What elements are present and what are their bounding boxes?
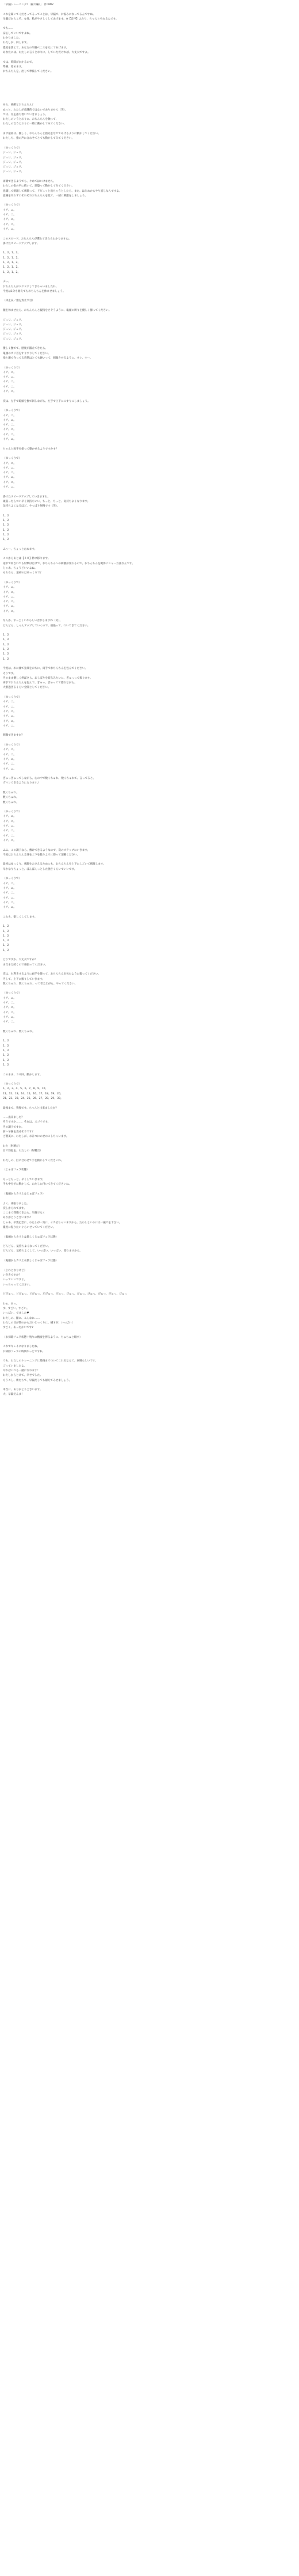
text-line [3, 1173, 299, 1178]
text-line: 1、2、3、4、5、6、7、8、9、10、 [3, 1087, 48, 1091]
text-line [3, 910, 299, 915]
text-line: 1、2 [3, 528, 9, 532]
text-line: ジュリ、ジュリ。 [3, 337, 24, 341]
text-line: ありがとうございます♪ [3, 1216, 31, 1220]
text-line [3, 772, 299, 777]
text-line: （亀頭からカリ上＆激しくじゅぼフェラ状態） [3, 1260, 59, 1263]
text-line: イチ、ニ。 [3, 371, 16, 374]
text-line [3, 805, 299, 810]
text-line: （休止＆／強を負えず目） [3, 299, 35, 303]
text-line [3, 543, 299, 547]
text-line: イチ、ニ。 [3, 892, 16, 895]
text-line [3, 739, 299, 743]
text-line: 1、2 [3, 538, 9, 542]
text-line: 早漏だからこそ、女性、私がやさしくしてあげます。※【音声】ふたり、ちゃんとやれるんです。 [3, 17, 118, 21]
text-line [3, 1140, 299, 1144]
text-line [3, 304, 299, 309]
text-line: 指と親で作ってる背筋はとても硬いって、刺激させるように、すぐ、すー。 [3, 356, 93, 360]
text-line [3, 1034, 299, 1039]
text-line: 1、2 [3, 643, 9, 646]
text-line [3, 275, 299, 280]
text-line [3, 89, 299, 93]
text-line: イチ、ニ。 [3, 595, 16, 599]
text-line: じゃあ、卒業記念に、わたしが一気に、イカせちゃいますから。たわしというには一振でを下さい。 [3, 1221, 122, 1224]
text-line: そして、上下に擦りしていきます。 [3, 977, 45, 981]
text-line: （ゆっくりで） [3, 744, 22, 747]
text-line [3, 1025, 299, 1030]
text-line [3, 22, 299, 26]
text-line: 数くちゅれ。 [3, 791, 19, 794]
text-line: イチ、ニ。 [3, 462, 16, 465]
text-line: （ゆっくりで） [3, 581, 22, 584]
text-line: 1、2 [3, 634, 9, 637]
text-line: イチ、ニ。 [3, 839, 16, 842]
text-line: イチ、ニ。 [3, 834, 16, 838]
text-line: ジュリ、ジュリ。 [3, 328, 24, 332]
text-line: わかりました。 [3, 37, 22, 40]
text-line: ふぅー、ちょっとためます。 [3, 547, 37, 551]
text-line: 途中で何されても射撃はだけで、おちんちんへの刺激が変わるので、おちんちんを絶体にシャー方法なんです。 [3, 562, 135, 565]
text-line: すごく、あったかいです♪ [3, 1326, 34, 1330]
text-line: 濃度を落とて、あなたの早漏ペニスを元にてあげます。 [3, 46, 69, 50]
text-line: ジュリ、ジュリ。 [3, 318, 24, 322]
text-line: これも、楽しくしてします。 [3, 915, 37, 919]
text-line: イチ、ニ。 [3, 715, 16, 718]
text-line: 1、2 [3, 934, 9, 938]
text-line: もっともっと、早くしていきます。 [3, 1178, 45, 1182]
text-line [3, 1101, 299, 1106]
text-line [3, 94, 299, 98]
text-line [3, 127, 299, 132]
text-line: ここまで我慢できたら、早漏でなく [3, 1212, 45, 1215]
text-line: （ゆっくりで） [3, 204, 22, 207]
text-line: ふふ、この調子なら、敷けできるようなので、次のステップにいきます。 [3, 848, 90, 852]
text-line: 1、2 [3, 939, 9, 943]
text-line: イチ、ニ。 [3, 414, 16, 417]
text-line [3, 84, 299, 89]
text-line: 安心していいですよね。 [3, 32, 32, 35]
text-line [3, 232, 299, 237]
text-line: 気持ちよくなるほど、やっぱり射精です（笑）。 [3, 505, 60, 508]
text-line: いききですか？ [3, 1273, 22, 1277]
text-line [3, 968, 299, 972]
text-line: ちゃんと両手を使って動かせるようですかす？ [3, 447, 59, 451]
text-line: 1、2 [3, 925, 9, 929]
text-line [3, 1288, 299, 1292]
text-line: 大、早漏だんま！ [3, 1393, 24, 1397]
text-line [3, 7, 299, 12]
text-line: なんか、すっごくいやらしい音がしますね（笑）。 [3, 619, 63, 623]
text-line: イチ、ニ。 [3, 896, 16, 900]
text-line: 21、22、23、24、25、26、27、28、29、30。 [3, 1097, 63, 1100]
text-line [3, 872, 299, 877]
text-line [3, 729, 299, 733]
text-line: そのまま優しく伸ばさら、おしぼりを絞るみたいに、ぎゅっって擦ります。 [3, 676, 93, 680]
text-line: 意識して刺激して刺激って、ドビュッと出ちゃうとしたら、また、はじめからやり直しなんですよ。 [3, 189, 122, 193]
text-line [3, 1354, 299, 1359]
text-line: ジュリ、ジュリ。 [3, 170, 24, 174]
text-line: どんどん、気持ちよくして、いっぱい、いっぱい、擦りますから。 [3, 1250, 82, 1253]
text-line [3, 1188, 299, 1192]
text-line [3, 442, 299, 447]
text-line: イチ、ニ。 [3, 720, 16, 723]
text-line: どんどん、しゃんアップしていくので、頑張って、ついてきてください。 [3, 624, 90, 627]
text-line: 1、2 [3, 653, 9, 656]
text-line: まず最初は、優しく、おちんちんと指先をなでてあげるように動かしてください。 [3, 132, 101, 136]
text-line: （ゆっくりで） [3, 992, 22, 995]
text-line: おちんちんを、出して準備してください。 [3, 70, 53, 74]
text-line: 今度は、おに頭て先端をおちに、両手でおちんちんを包んでください。 [3, 667, 88, 671]
text-line: イチ、ニ。 [3, 605, 16, 608]
text-line [3, 74, 299, 79]
text-line: イチ、ニ。 [3, 214, 16, 217]
text-line: わたしの目が間のからだいじっくりに、構すが、いっぱい♪ [3, 1321, 74, 1325]
text-line: わた（射精だ） [3, 1144, 22, 1148]
text-line: 次は、右利きするように両手を使って、おちんちんを包むように扱ってください。 [3, 973, 101, 976]
text-line: イチ、ニ。 [3, 600, 16, 604]
text-line: どうですか、大丈夫ですか？ [3, 958, 37, 962]
text-line: イチ、ニ。 [3, 586, 16, 589]
text-line: わたしの指の声に続いて、建築って動かしてみてください。 [3, 185, 74, 188]
text-line [3, 294, 299, 299]
text-line [3, 404, 299, 409]
text-line: やればいつも一緒になれます！ [3, 1369, 40, 1372]
text-line: わたしの、顔に、こんなに…… [3, 1316, 40, 1320]
text-line [3, 1154, 299, 1159]
text-line [3, 452, 299, 456]
text-line: イチ、ニ。 [3, 724, 16, 728]
text-line: イチ、ニ。 [3, 830, 16, 833]
text-line: イチ、ニ。 [3, 815, 16, 819]
text-line: 本当に、ありがとうございます。 [3, 1388, 43, 1392]
text-line: 早かなりちょっと、ぼんぼんっとした強さくらいでいいです。 [3, 867, 77, 871]
text-line: これでキレイになりましたね。 [3, 1345, 40, 1349]
text-line: どんどん、気持ちよくなってください。 [3, 1245, 51, 1249]
text-line [3, 1078, 299, 1082]
text-line: 次は、左手で亀頭を撫で回しながら、左手で上下にこすりこしましょう。 [3, 399, 90, 403]
text-line: 頑張ったらつい早く気持ちいい、ちっと、ちっと、気持ちよくなります。 [3, 500, 90, 503]
text-line: わたしが、回します。 [3, 41, 29, 45]
text-line: では、時間がかかるので、 [3, 60, 35, 64]
text-line: では、気を落ち着いていきましょう。 [3, 113, 48, 116]
text-line: ガマンできるようになります♪ [3, 782, 39, 785]
text-line: 手も中をずに動かして、わたしに付いてきてくださいね。 [3, 1183, 72, 1186]
text-line: わたしも、指の声に合わせてとても動かしてみてください。 [3, 137, 75, 140]
text-line [3, 1068, 299, 1072]
text-line [3, 490, 299, 494]
text-line: イチ、ニ。 [3, 390, 16, 394]
text-line: イチ、ニ。 [3, 218, 16, 222]
text-line: よく、頑張りました。 [3, 1202, 29, 1205]
text-line [3, 576, 299, 581]
text-line: 1、2、1、2。 [3, 261, 21, 265]
text-line [3, 1230, 299, 1235]
text-line: そうですか……、それは、スゴイです。 [3, 1121, 51, 1124]
text-line: イチ、ニ。 [3, 428, 16, 432]
text-line: 意識を失わずにそれぞれおちんちんを見て、一緒に刺激をしましょう。 [3, 194, 87, 197]
text-line: イチ、ニ。 [3, 758, 16, 761]
text-line: イチ、ニ。 [3, 485, 16, 489]
text-line: 掛けたスピードアップしていきますね。 [3, 495, 51, 499]
text-line [3, 858, 299, 862]
text-line [3, 394, 299, 399]
text-line: イチ、ニ。 [3, 610, 16, 613]
text-line [3, 691, 299, 695]
text-line: （ゆっくりで） [3, 457, 22, 461]
text-line [3, 98, 299, 103]
text-line: 1、2 [3, 524, 9, 527]
text-line: イチ、ニ。 [3, 1015, 16, 1019]
text-line: イチ、ニ。 [3, 882, 16, 885]
text-line: イチ、ニ。 [3, 471, 16, 475]
text-line [3, 342, 299, 347]
text-line [3, 1163, 299, 1168]
text-line [3, 246, 299, 251]
text-line: このスピード、おちんちんが慣れてきたらわかりますね。 [3, 237, 71, 241]
text-line: ごっていましたよ。 [3, 1364, 27, 1368]
text-line: まだまだ続くので頑張ってください。 [3, 963, 48, 967]
text-line [3, 614, 299, 619]
text-line: （亀頭からカリ上＆激しくじゅぼフェラ状態） [3, 1235, 59, 1239]
text-line: 「早漏トレーニング♪（耐久編）」 作:NNV [3, 3, 53, 6]
text-line: イチ、ニ。 [3, 591, 16, 594]
text-line: その調子ですか。 [3, 1125, 24, 1129]
text-line: イチ、ニ。 [3, 481, 16, 484]
text-line [3, 1254, 299, 1259]
text-line: 1、2 [3, 930, 9, 933]
text-line: ジュリ、ジュリ。 [3, 151, 24, 155]
text-line: す、すごい、すごい。 [3, 1307, 29, 1311]
text-line: 前～早漏を直せそうです♪ [3, 1131, 34, 1134]
text-line: わたしからとけて、幸せでした。 [3, 1374, 43, 1378]
text-line: イチ、ニ。 [3, 820, 16, 823]
text-line: ジュリ、ジュリ。 [3, 333, 24, 336]
text-line: （亀頭からカリ上＆じゅぼフェラ） [3, 1192, 45, 1196]
text-line [3, 1340, 299, 1345]
text-line: イチ、ニ。 [3, 380, 16, 384]
text-line [3, 1383, 299, 1388]
text-line: ジュリ、ジュリ。 [3, 161, 24, 164]
text-line [3, 953, 299, 958]
text-line: （じゅぼフェラ状態） [3, 1169, 29, 1172]
text-line: （お掃除フェラ状態＋残りの精液を搾るように、ちゅちゅと啜す） [3, 1335, 82, 1339]
text-line: 1、2 [3, 949, 9, 952]
text-line: ぶっ。 [3, 280, 11, 284]
text-line: どぴゅっ、どぴゅっ、どぴゅっ、どぴゅっ、ぴゅっ、ぴゅっ、ぴゅっ、ぴゅっ、ぴゅっ、ぴゅっ、ぴゅっ [3, 1293, 127, 1296]
text-line: 両手でおちんちんを包んで、ぎゅっ、ぎゅってて擦りながら、 [3, 682, 77, 685]
text-line: 1、2、1、2。 [3, 256, 21, 260]
text-line: 数くちゅれ、数くちゅれ。 [3, 1030, 35, 1033]
text-line [3, 1297, 299, 1302]
text-line: イチ、ニ。 [3, 763, 16, 766]
text-line: （じわとなりけど） [3, 1269, 27, 1272]
text-line: 次しかられてます。 [3, 1207, 26, 1210]
text-line [3, 1111, 299, 1116]
text-line: イチ、ニ。 [3, 701, 16, 704]
text-line: 最後まで、我慢です。ちゃんと出来ましたか？ [3, 1106, 59, 1110]
text-line: ジュリ、ジュリ。 [3, 323, 24, 326]
text-line: 1、2 [3, 1063, 9, 1067]
text-line: イチ、ニ。 [3, 424, 16, 427]
text-line: イチ、ニ。 [3, 705, 16, 709]
text-line [3, 552, 299, 557]
text-line: これを聞いてくださってるってことは、早漏で、お悩みになってるんですね。 [3, 13, 95, 16]
text-line: このまま、３０回、動かします。 [3, 1073, 43, 1076]
text-line [3, 142, 299, 146]
text-line: 亀頭のカリ首をすりすりしてください。 [3, 352, 51, 355]
text-line: 1、2 [3, 514, 9, 518]
text-line: いっぱい、でました♥ [3, 1312, 29, 1315]
text-line: 濃度に振りたいぐらいせっていてください。 [3, 1226, 56, 1229]
text-line: 刺激できますか？ [3, 734, 24, 737]
text-line: 準備、始めます。 [3, 65, 24, 69]
text-line: わぁ、あっ。 [3, 1302, 19, 1306]
text-line [3, 1264, 299, 1268]
text-line: 数くちゅれ。 [3, 801, 19, 804]
text-line [3, 1331, 299, 1335]
text-line: イチ、ニ。 [3, 476, 16, 480]
text-line: ぬっと、わたしが意識的ではないでありません（笑）。 [3, 108, 68, 112]
text-line: ……出来ました？ [3, 1116, 24, 1120]
text-line [3, 361, 299, 366]
text-line: 1、2 [3, 533, 9, 536]
text-line: （ゆっくりで） [3, 877, 22, 881]
text-line: でも…… [3, 27, 14, 31]
text-line: ジュリ、ジュリ。 [3, 166, 24, 169]
text-line: イチ、ニ。 [3, 1021, 16, 1024]
text-line: イチ、ニ。 [3, 906, 16, 910]
text-line: ご褒美に、わたしが、おひつにのせのこしちゃいます。 [3, 1135, 69, 1139]
text-line: 今度はおちんちん全体を上下を扱うように擦って頂戴ください。 [3, 853, 80, 857]
text-line: イチ、ニ。 [3, 996, 16, 1000]
text-line: 数くちゅれ。 [3, 796, 19, 800]
text-line: 顔を休ませたら、おちんちんと親指をさそうように、亀頭の周りを優しく擦ってください。 [3, 309, 112, 312]
text-line: 11、12、13、14、15、16、17、18、19、20、 [3, 1092, 63, 1095]
text-line: そうです。 [3, 672, 16, 675]
text-line: イチ、ニ。 [3, 208, 16, 212]
text-line: 今度は1分も耐えてもおちんちんを休ませましょう。 [3, 290, 66, 293]
text-line: 1、2、1、2。 [3, 271, 21, 274]
text-line [3, 1197, 299, 1201]
text-line [3, 920, 299, 924]
text-line: 1、2 [3, 638, 9, 642]
text-line [3, 786, 299, 791]
text-line: （ゆっくりで） [3, 1083, 22, 1086]
text-line: 1、2 [3, 1040, 9, 1043]
text-line [3, 662, 299, 667]
text-line: いっちゃってください。 [3, 1283, 32, 1287]
text-line: じゃあ、ちょうどいいよね。 [3, 567, 37, 570]
text-line [3, 1240, 299, 1245]
text-line: イチ、ニ。 [3, 710, 16, 713]
text-line: もうこし、新たちて、早漏だしても耐えてみせましょう。 [3, 1379, 72, 1382]
text-line: 1、2 [3, 1044, 9, 1048]
text-line: イチ、ニ。 [3, 767, 16, 771]
text-line: イチ、ニ。 [3, 376, 16, 379]
text-line [3, 79, 299, 84]
text-line: 1、2 [3, 1059, 9, 1062]
text-line: あら、素敵なおちんちん♪ [3, 104, 34, 107]
text-line: わたしのいうとおりに、おちんちんを触って、 [3, 118, 59, 121]
text-line: イチ、ニ。 [3, 1002, 16, 1005]
text-line: ぎゅっぎゅってしながら、心の中で数くちゅれ、数くちゅれて、言ってると、 [3, 777, 95, 781]
text-line: イチ、ニ。 [3, 748, 16, 752]
text-line: 優しく撫でて、感度が鍛えてきたら、 [3, 347, 48, 351]
text-line: イチ、ニ。 [3, 901, 16, 904]
text-line: 1、2、1、2。 [3, 266, 21, 269]
text-line: イチ、ニ。 [3, 1006, 16, 1010]
text-line [3, 313, 299, 318]
text-line [3, 509, 299, 513]
text-line: 数くちゅれ、数くちゅれ、って考えながら、やってください。 [3, 982, 78, 985]
text-line: （ゆっくりで） [3, 366, 22, 370]
text-line: イチ、ニ。 [3, 466, 16, 470]
text-line: わたしの、目に合わせて手を動かしてくださいね。 [3, 1159, 64, 1162]
text-line: 1、2 [3, 944, 9, 948]
text-line: ジュリ、ジュリ。 [3, 156, 24, 159]
text-line: いっていいですよ。 [3, 1279, 27, 1282]
text-line: イチ、ニ。 [3, 886, 16, 890]
text-line: 最初はゆっくり、刺激をおさえるためにも、おちんちんを上下にしごいて刺激します。 [3, 863, 106, 866]
text-line: もちろん、最初のはゆっくりで♪ [3, 572, 42, 575]
text-line: 1、2、1、2。 [3, 252, 21, 255]
text-line [3, 199, 299, 203]
text-line: イチ、ニ。 [3, 1011, 16, 1014]
text-line: でも、わたしのトレーニングに最後までついてこれるなんて、素晴らしいです。 [3, 1360, 98, 1363]
text-line: 大胆過ぎるくらい全開としてください。 [3, 686, 51, 690]
text-line: （ゆっくりで） [3, 146, 22, 150]
text-line: わたしの言うとおりに一緒に動かしてみてください。 [3, 123, 67, 126]
text-line: （ゆっくりで） [3, 811, 22, 814]
text-line: おちんちんがドクドクしてきちゃいましたね。 [3, 285, 59, 288]
text-line [3, 629, 299, 633]
text-line [3, 843, 299, 848]
text-line: 1、2 [3, 648, 9, 652]
text-line: 掛けたスピードアップします。 [3, 242, 40, 245]
text-line: イチ、ニ。 [3, 753, 16, 756]
text-line [3, 987, 299, 991]
text-line [3, 175, 299, 180]
text-line: イチ、ニ。 [3, 418, 16, 422]
text-line: イチ、ニ。 [3, 385, 16, 389]
text-line: お掃除フェラの時間やっとですね。 [3, 1350, 45, 1353]
text-line: 目で勃起を、わたしの（射精だ） [3, 1150, 43, 1153]
text-line: （ゆっくりで） [3, 409, 22, 413]
text-line: イチ、ニ。 [3, 438, 16, 442]
text-line: 1、2 [3, 1054, 9, 1057]
text-line: イチ、ニ。 [3, 825, 16, 828]
text-line: イチ、ニ。 [3, 433, 16, 436]
text-line: 両側できるようでも、やめてはいけません。 [3, 180, 56, 183]
text-line: イチ、ニ。 [3, 223, 16, 226]
text-line: ここからあとは【３０】秒に移ります。 [3, 557, 51, 561]
text-line: あなたには、わたしの言うとおりに、していただければ、大丈夫ですよ。 [3, 51, 90, 54]
text-line: 1、2 [3, 657, 9, 661]
text-line: イチ、ニ。 [3, 227, 16, 231]
text-line: 1、2 [3, 1049, 9, 1053]
text-line: 1、2 [3, 519, 9, 523]
text-line [3, 55, 299, 60]
text-line: （ゆっくりで） [3, 696, 22, 699]
